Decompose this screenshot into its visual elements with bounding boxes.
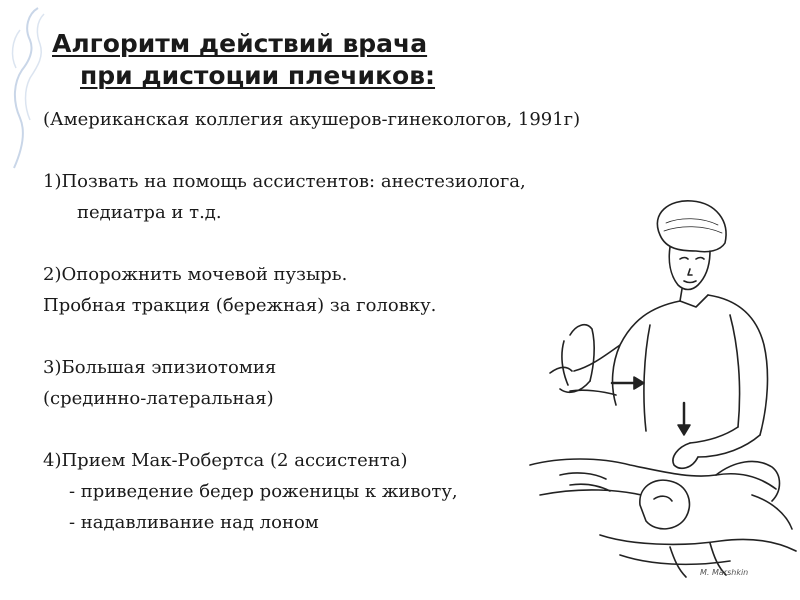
step-2-detail: Пробная тракция (бережная) за головку. — [43, 295, 437, 316]
step-4: 4)Прием Мак-Робертса (2 ассистента) — [43, 450, 408, 471]
step-3: 3)Большая эпизиотомия — [43, 357, 277, 378]
step-4-sub-1: - приведение бедер роженицы к животу, — [69, 481, 458, 502]
illustration-signature: M. Marshkin — [700, 568, 749, 577]
title-line-2: при дистоции плечиков: — [80, 61, 436, 90]
step-1-continued: педиатра и т.д. — [77, 202, 222, 223]
step-3-detail: (срединно-латеральная) — [43, 388, 274, 409]
mcroberts-maneuver-illustration — [520, 195, 800, 590]
step-1: 1)Позвать на помощь ассистентов: анестезиолога, — [43, 171, 526, 192]
step-4-sub-2: - надавливание над лоном — [69, 512, 319, 533]
title-line-1: Алгоритм действий врача — [52, 29, 428, 58]
page-title — [52, 28, 435, 92]
source-citation: (Американская коллегия акушеров-гинекологов, 1991г) — [43, 109, 581, 130]
step-2: 2)Опорожнить мочевой пузырь. — [43, 264, 348, 285]
